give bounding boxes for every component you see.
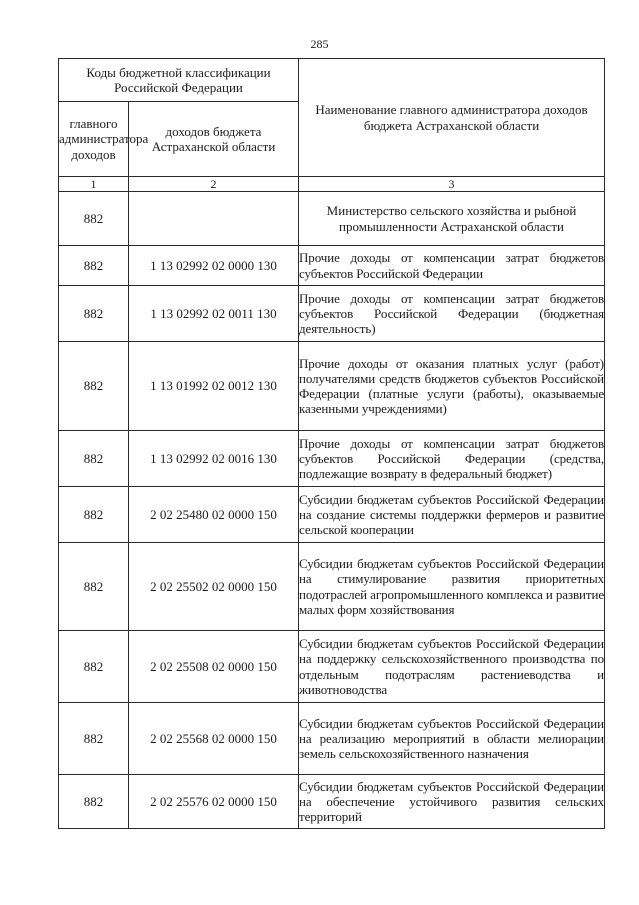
income-description: Прочие доходы от компенсации затрат бюджетов субъектов Российской Федерации (средства, подлежащие возврату в федеральный бюджет) <box>299 431 605 487</box>
table-row <box>59 487 605 543</box>
income-code: 2 02 25502 02 0000 150 <box>129 543 299 631</box>
table-row <box>59 703 605 775</box>
admin-code: 882 <box>59 703 129 775</box>
table-header-row <box>59 59 605 102</box>
admin-name: Министерство сельского хозяйства и рыбной промышленности Астраханской области <box>299 192 605 246</box>
admin-code: 882 <box>59 342 129 431</box>
income-description: Прочие доходы от оказания платных услуг (работ) получателями средств бюджетов субъектов Российской Федерации (платные услуги (работы), оказываемые казенными учреждениями) <box>299 342 605 431</box>
admin-code: 882 <box>59 487 129 543</box>
income-code: 2 02 25480 02 0000 150 <box>129 487 299 543</box>
income-description: Субсидии бюджетам субъектов Российской Федерации на стимулирование развития приоритетных подотраслей агропромышленного комплекса и развитие малых форм хозяйствования <box>299 543 605 631</box>
income-description: Субсидии бюджетам субъектов Российской Федерации на создание системы поддержки фермеров и развитие сельской кооперации <box>299 487 605 543</box>
table-row <box>59 192 605 246</box>
table-row <box>59 543 605 631</box>
income-description: Субсидии бюджетам субъектов Российской Федерации на реализацию мероприятий в области мелиорации земель сельскохозяйственного назначения <box>299 703 605 775</box>
income-code: 1 13 02992 02 0011 130 <box>129 286 299 342</box>
income-description: Прочие доходы от компенсации затрат бюджетов субъектов Российской Федерации (бюджетная деятельность) <box>299 286 605 342</box>
admin-code: 882 <box>59 775 129 829</box>
admin-code: 882 <box>59 286 129 342</box>
income-code: 1 13 01992 02 0012 130 <box>129 342 299 431</box>
income-code: 2 02 25508 02 0000 150 <box>129 631 299 703</box>
table-row <box>59 631 605 703</box>
admin-code: 882 <box>59 192 129 246</box>
header-admin-name: Наименование главного администратора доходов бюджета Астраханской области <box>299 59 605 177</box>
header-codes-group: Коды бюджетной классификации Российской Федерации <box>59 59 299 102</box>
page-number: 285 <box>310 37 329 51</box>
header-main-admin: главного администратора доходов <box>59 102 129 177</box>
column-number-1: 1 <box>59 177 129 192</box>
income-description: Прочие доходы от компенсации затрат бюджетов субъектов Российской Федерации <box>299 246 605 286</box>
table-row <box>59 286 605 342</box>
income-code: 1 13 02992 02 0000 130 <box>129 246 299 286</box>
income-description: Субсидии бюджетам субъектов Российской Федерации на обеспечение устойчивого развития сельских территорий <box>299 775 605 829</box>
table-row <box>59 246 605 286</box>
column-number-2: 2 <box>129 177 299 192</box>
income-code <box>129 192 299 246</box>
income-description: Субсидии бюджетам субъектов Российской Федерации на поддержку сельскохозяйственного производства по отдельным подотраслям растениеводства и животноводства <box>299 631 605 703</box>
income-code: 1 13 02992 02 0016 130 <box>129 431 299 487</box>
column-number-3: 3 <box>299 177 605 192</box>
admin-code: 882 <box>59 431 129 487</box>
income-code: 2 02 25568 02 0000 150 <box>129 703 299 775</box>
admin-code: 882 <box>59 631 129 703</box>
admin-code: 882 <box>59 246 129 286</box>
budget-classification-table <box>58 58 605 829</box>
table-row <box>59 342 605 431</box>
income-code: 2 02 25576 02 0000 150 <box>129 775 299 829</box>
column-number-row <box>59 177 605 192</box>
header-income-code: доходов бюджета Астраханской области <box>129 102 299 177</box>
table-row <box>59 431 605 487</box>
table-row <box>59 775 605 829</box>
admin-code: 882 <box>59 543 129 631</box>
